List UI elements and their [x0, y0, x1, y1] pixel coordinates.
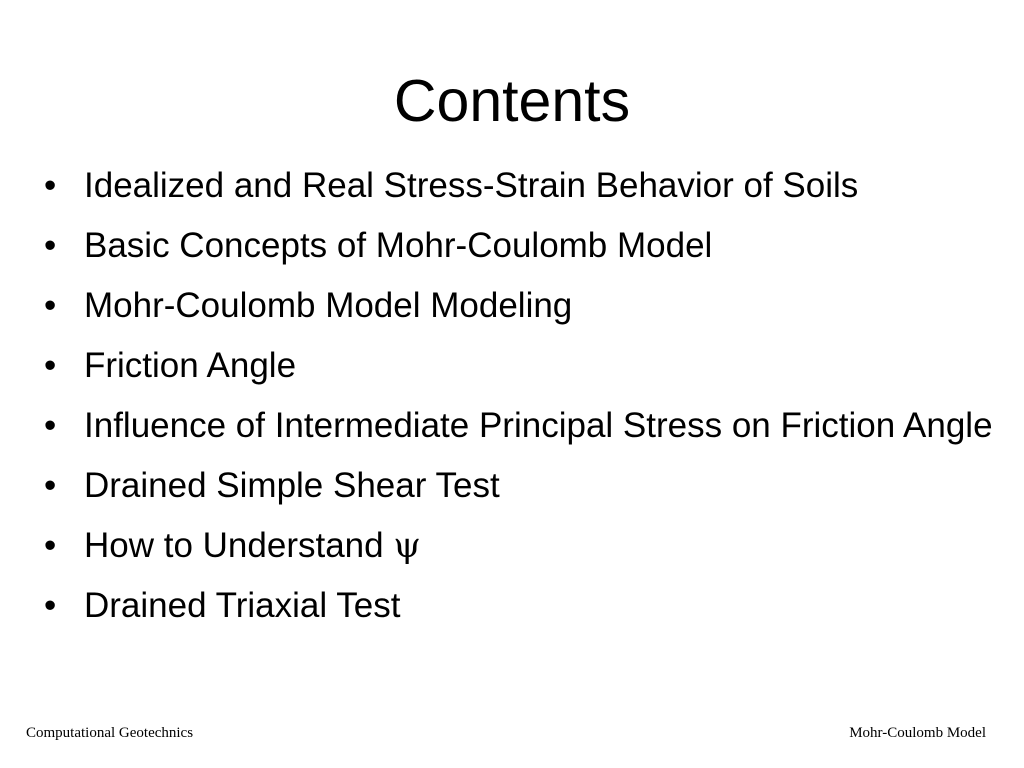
bullet-icon: • [44, 346, 57, 385]
bullet-icon: • [44, 286, 57, 325]
footer-left-text: Computational Geotechnics [26, 725, 194, 741]
list-item-label: Idealized and Real Stress-Strain Behavior of Soils [84, 166, 859, 205]
bullet-icon: • [44, 406, 57, 445]
psi-symbol: ψ [393, 526, 421, 566]
bullet-icon: • [44, 466, 57, 505]
footer-right-text: Mohr-Coulomb Model [849, 725, 986, 741]
list-item-label: How to Understand [84, 526, 394, 565]
bullet-icon: • [44, 166, 57, 205]
list-item-label: Basic Concepts of Mohr-Coulomb Model [84, 226, 713, 265]
bullet-icon: • [44, 526, 57, 565]
list-item-label: Drained Simple Shear Test [84, 466, 500, 505]
list-item [44, 404, 1004, 448]
list-item [44, 164, 1004, 208]
list-item [44, 464, 1004, 508]
list-item [44, 584, 1004, 628]
slide-title: Contents [393, 68, 631, 134]
list-item [44, 284, 1004, 328]
list-item [44, 524, 1004, 568]
bullet-icon: • [44, 226, 57, 265]
list-item-label: Mohr-Coulomb Model Modeling [84, 286, 573, 325]
list-item [44, 344, 1004, 388]
contents-list [44, 164, 1004, 644]
bullet-icon: • [44, 586, 57, 625]
list-item-label: Friction Angle [84, 346, 297, 385]
list-item-label: Drained Triaxial Test [84, 586, 401, 625]
list-item-label: Influence of Intermediate Principal Stress on Friction Angle [84, 406, 993, 445]
list-item [44, 224, 1004, 268]
